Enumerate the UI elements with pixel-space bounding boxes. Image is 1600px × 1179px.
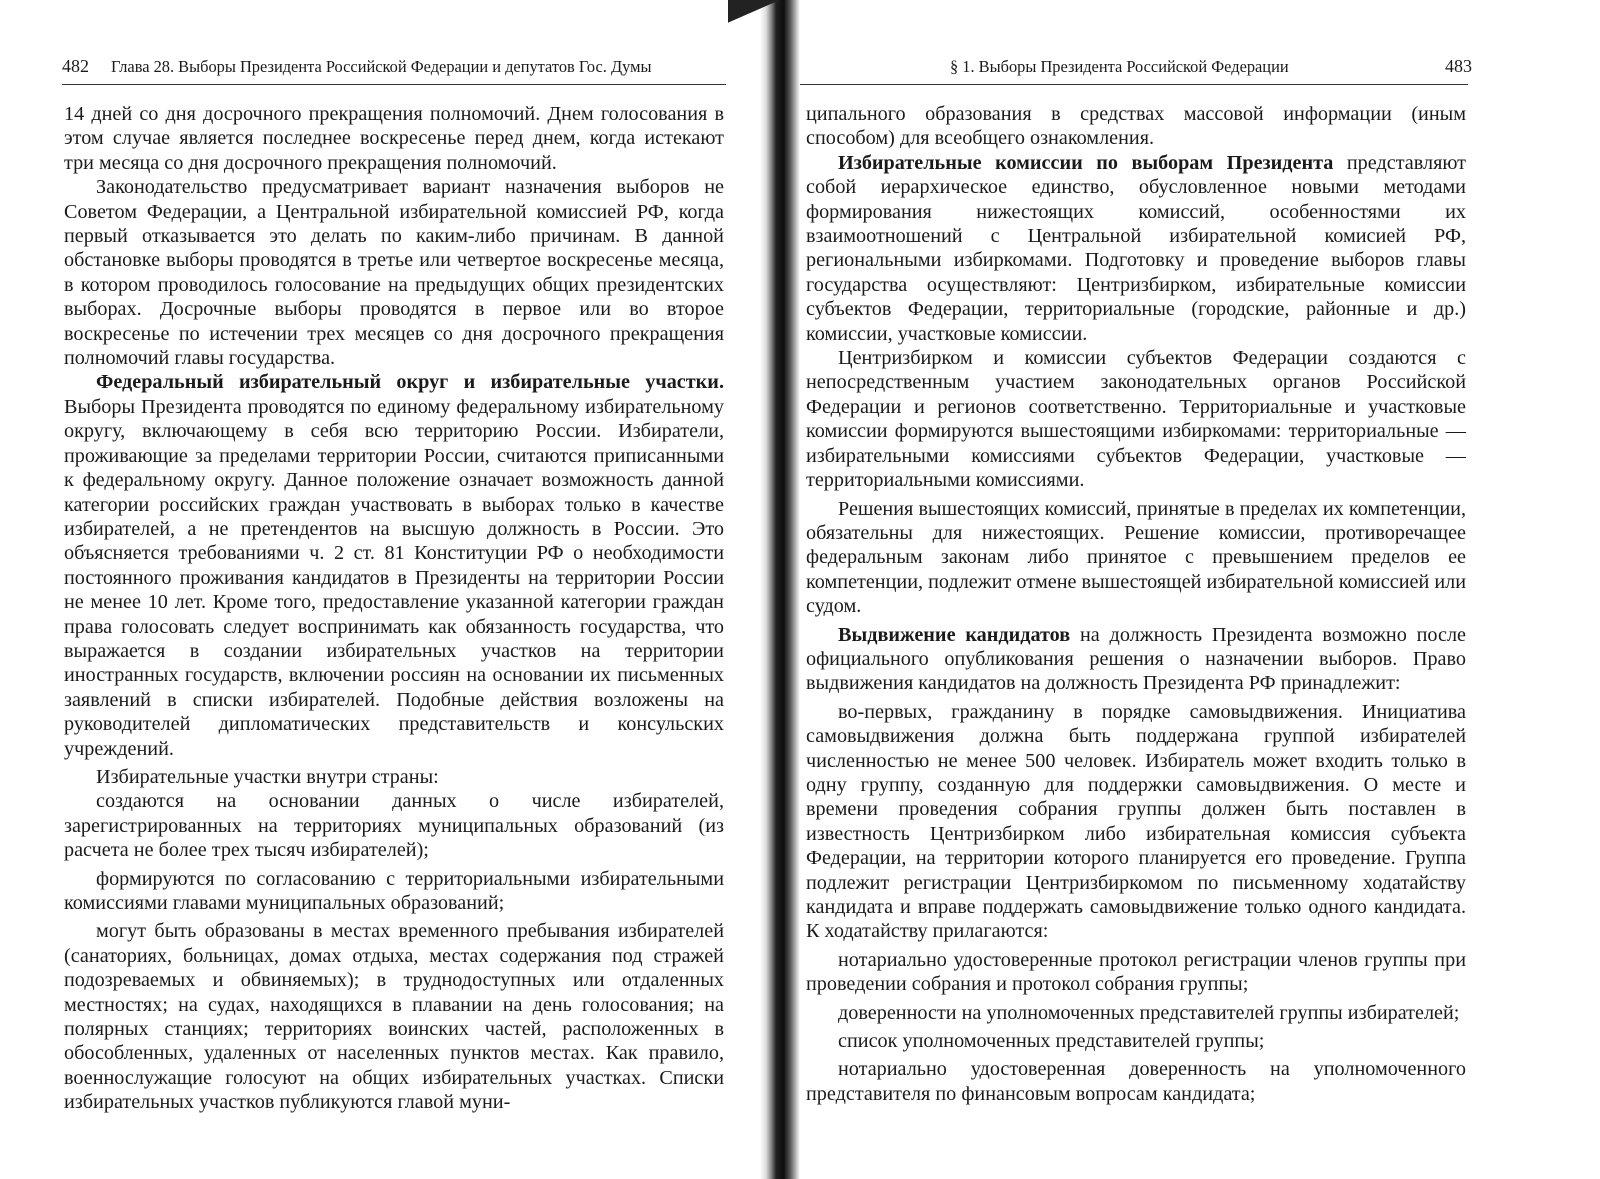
list-item: могут быть образованы в местах временного пребывания избирателей (санаториях, больницах, домах отдыха, местах содержания под стражей подозреваемых и обвиняемых); в труднодоступных или отдаленных местностях; на судах, находящихся в плавании на день голосования; на полярных станциях; территориях воинских частей, расположенных в обособленных, удаленных от населенных пунктов местах. Как правило, военнослужащие голосуют на общих избирательных участках. Списки избирательных участков публикуются главой муни- bbox=[64, 920, 724, 1114]
left-running-head bbox=[62, 56, 722, 77]
list-item: список уполномоченных представителей группы; bbox=[838, 1030, 1265, 1053]
list-item: нотариально удостоверенная доверенность на уполномоченного представителя по финансовым вопросам кандидата; bbox=[806, 1058, 1466, 1105]
right-header-rule bbox=[800, 84, 1468, 85]
left-running-head-title: Глава 28. Выборы Президента Российской Федерации и депутатов Гос. Думы bbox=[111, 57, 652, 76]
right-running-head-title: § 1. Выборы Президента Российской Федерации bbox=[950, 57, 1289, 76]
paragraph: ципального образования в средствах массовой информации (иным способом) для всеобщего ознакомления. bbox=[806, 103, 1466, 150]
section-heading: Выдвижение кандидатов bbox=[838, 623, 1071, 646]
left-body-text bbox=[64, 102, 724, 1115]
left-header-rule bbox=[62, 84, 726, 85]
left-page-number: 482 bbox=[62, 56, 89, 76]
list-item: доверенности на уполномоченных представителей группы избирателей; bbox=[838, 1001, 1460, 1024]
section-heading: Федеральный избирательный округ и избирательные участки. bbox=[96, 371, 724, 394]
right-page-number: 483 bbox=[1445, 56, 1472, 76]
list-item: создаются на основании данных о числе избирателей, зарегистрированных на территориях муниципальных образований (из расчета не более трех тысяч избирателей); bbox=[64, 790, 724, 862]
section-heading: Избирательные комиссии по выборам Президента bbox=[838, 151, 1334, 174]
list-item: формируются по согласованию с территориальными избирательными комиссиями главами муниципальных образований; bbox=[64, 867, 724, 914]
paragraph: 14 дней со дня досрочного прекращения полномочий. Днем голосования в этом случае является последнее воскресенье перед днем, когда истекают три месяца со дня досрочного прекращения полномочий. bbox=[64, 103, 724, 174]
right-body-text bbox=[806, 102, 1466, 1106]
list-item: нотариально удостоверенные протокол регистрации членов группы при проведении собрания и протокол собрания группы; bbox=[806, 948, 1466, 996]
paragraph: Законодательство предусматривает вариант назначения выборов не Советом Федерации, а Центральной избирательной комиссией РФ, когда первый отказывается это делать по каким-либо причинам. В данной обстановке выборы проводятся в третье или четвертое воскресенье месяца, в котором проводилось голосование на предыдущих общих президентских выборах. Досрочные выборы проводятся в первое или во второе воскресенье по истечении трех месяцев со дня досрочного прекращения полномочий главы государства. bbox=[64, 176, 724, 370]
book-spine bbox=[760, 0, 800, 1179]
left-page bbox=[0, 0, 760, 1179]
paragraph: Избирательные участки внутри страны: bbox=[96, 765, 439, 788]
paragraph: Федеральный избирательный округ и избирательные участки. Выборы Президента проводятся по единому федеральному избирательному округу, включающему в себя всю территорию России. Избиратели, проживающие за пределами территории России, считаются приписанными к федеральному округу. Данное положение означает возможность данной категории российских граждан участвовать в выборах только в качестве избирателей, а не претендентов на высшую должность в России. Это объясняется требованиями ч. 2 ст. 81 Конституции РФ о необходимости постоянного проживания кандидатов в Президенты на территории России не менее 10 лет. Кроме того, предоставление указанной категории граждан права голосовать следует воспринимать как обязанность государства, что выражается в создании избирательных участков на территории иностранных государств, включении россиян на основании их письменных заявлений в списки избирателей. Подобные действия возложены на руководителей дипломатических представительств и консульских учреждений. bbox=[64, 371, 724, 760]
paragraph: Избирательные комиссии по выборам Президента представляют собой иерархическое единство, обусловленное новыми методами формирования нижестоящих комиссий, особенностями их взаимоотношений с Центральной избирательной комисией РФ, региональными избиркомами. Подготовку и проведение выборов главы государства осуществляют: Центризбирком, избирательные комиссии субъектов Федерации, территориальные (городские, районные и др.) комиссии, участковые комиссии. bbox=[806, 151, 1466, 345]
paragraph: Выдвижение кандидатов на должность Президента возможно после официального опубликования решения о назначении выборов. Право выдвижения кандидатов на должность Президента РФ принадлежит: bbox=[806, 623, 1466, 695]
spine-shadow bbox=[728, 0, 792, 28]
right-running-head bbox=[860, 56, 1472, 77]
list-item: во-первых, гражданину в порядке самовыдвижения. Инициатива самовыдвижения должна быть поддержана группой избирателей численностью не менее 500 человек. Избиратель может входить только в одну группу, созданную для поддержки самовыдвижения. О месте и времени проведения собрания группы должен быть поставлен в известность Центризбирком либо избирательная комиссия субъекта Федерации, на территории которого планируется его проведение. Группа подлежит регистрации Центризбиркомом по письменному ходатайству кандидата и вправе поддержать самовыдвижение только одного кандидата. К ходатайству прилагаются: bbox=[806, 700, 1466, 943]
paragraph: Решения вышестоящих комиссий, принятые в пределах их компетенции, обязательны для нижестоящих. Решение комиссии, противоречащее федеральным законам либо принятое с превышением пределов ее компетенции, подлежит отмене вышестоящей избирательной комиссией или судом. bbox=[806, 497, 1467, 618]
paragraph: Центризбирком и комиссии субъектов Федерации создаются с непосредственным участием законодательных органов Российской Федерации и регионов соответственно. Территориальные и участковые комиссии формируются вышестоящими избиркомами: территориальные — избирательными комиссиями субъектов Федерации, участковые — территориальными комиссиями. bbox=[806, 347, 1466, 492]
